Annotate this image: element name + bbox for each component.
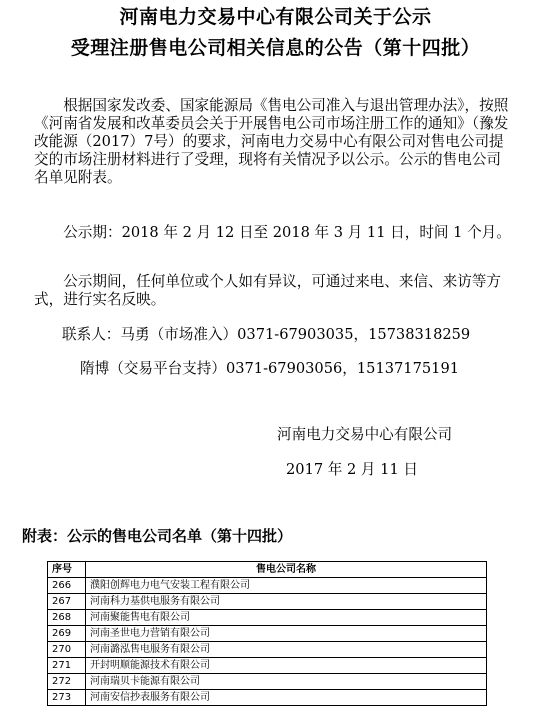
body-paragraph-3: 公示期间，任何单位或个人如有异议，可通过来电、来信、来访等方式，进行实名反映。 [34,273,502,308]
table-row [48,690,487,706]
company-name: 濮阳创辉电力电气安装工程有限公司 [86,578,487,594]
row-number: 271 [48,658,86,674]
row-number: 270 [48,642,86,658]
body-paragraph-2: 公示期：2018 年 2 月 12 日至 2018 年 3 月 11 日，时间 1 个月。 [63,224,511,241]
appendix-title: 附表：公示的售电公司名单（第十四批） [22,527,293,545]
company-name: 河南安信抄表服务有限公司 [86,690,487,706]
table-row [48,658,487,674]
row-number: 266 [48,578,86,594]
company-name: 河南聚能售电有限公司 [86,610,487,626]
company-name: 河南瑞贝卡能源有限公司 [86,674,487,690]
company-name: 开封明顺能源技术有限公司 [86,658,487,674]
contact-line-1: 联系人：马勇（市场准入）0371-67903035，15738318259 [62,326,471,343]
column-header-company-name: 售电公司名称 [86,562,487,578]
table-row [48,610,487,626]
signature-org: 河南电力交易中心有限公司 [277,426,453,443]
signature-date: 2017 年 2 月 11 日 [286,461,418,478]
row-number: 272 [48,674,86,690]
contact-line-2: 隋博（交易平台支持）0371-67903056，15137175191 [80,360,460,377]
column-header-number: 序号 [48,562,86,578]
row-number: 268 [48,610,86,626]
notice-title-line2: 受理注册售电公司相关信息的公告（第十四批） [70,37,481,59]
table-header-row [48,562,487,578]
company-table [47,561,487,706]
table-row [48,626,487,642]
row-number: 269 [48,626,86,642]
table-row [48,642,487,658]
body-paragraph-1: 根据国家发改委、国家能源局《售电公司准入与退出管理办法》，按照《河南省发展和改革委员会关于开展售电公司市场注册工作的通知》（豫发改能源（2017）7号）的要求，河南电力交易中心有限公司对售电公司提交的市场注册材料进行了受理，现将有关情况予以公示。公示的售电公司名单见附表。 [34,97,509,186]
row-number: 273 [48,690,86,706]
row-number: 267 [48,594,86,610]
company-name: 河南圣世电力营销有限公司 [86,626,487,642]
company-name: 河南科力基供电服务有限公司 [86,594,487,610]
table-row [48,594,487,610]
notice-title-line1: 河南电力交易中心有限公司关于公示 [119,6,432,28]
table-row [48,674,487,690]
table-row [48,578,487,594]
company-name: 河南潞泓售电服务有限公司 [86,642,487,658]
